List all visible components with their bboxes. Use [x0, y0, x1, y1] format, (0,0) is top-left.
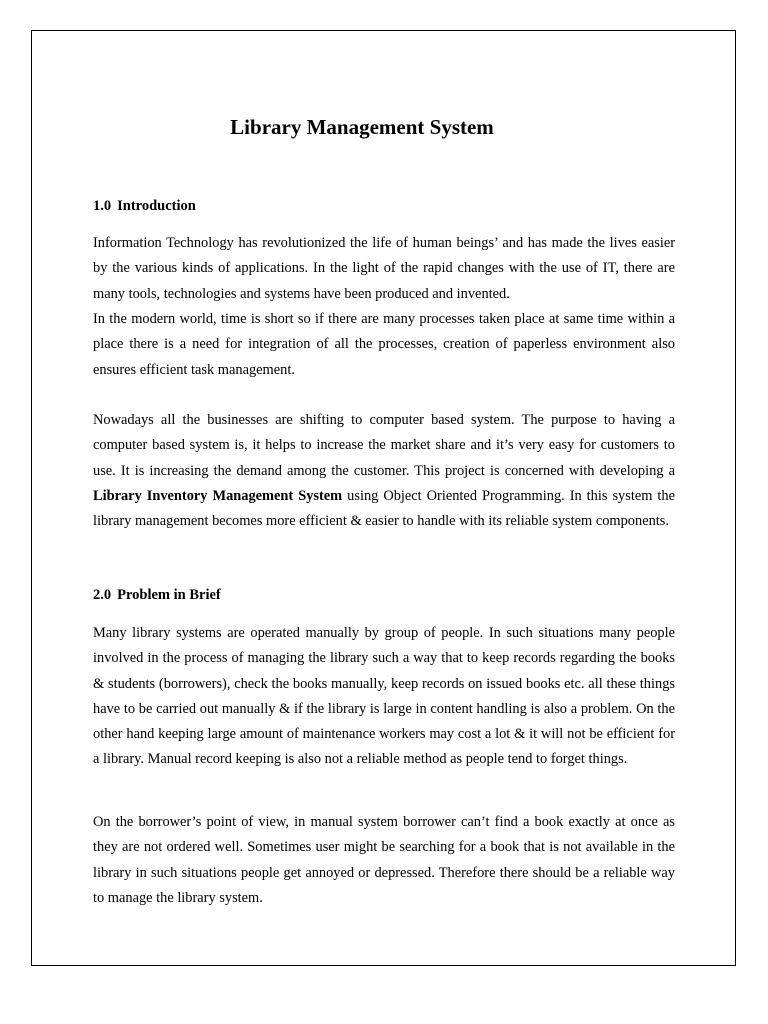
intro-paragraph-1: Information Technology has revolutionized the life of human beings’ and has made the lives easier by the various kinds of applications. In the light of the rapid changes with the use of IT, there are many tools, technologies and systems have been produced and invented.	[93, 235, 675, 302]
paragraph-text: using Object Oriented Programming. In this system the library management becomes more efficient & easier to handle with its reliable system components.	[93, 487, 675, 530]
section-heading-introduction	[93, 198, 196, 215]
section-title: Introduction	[117, 198, 196, 214]
section-heading-problem	[93, 587, 221, 604]
paragraph-text: Nowadays all the businesses are shifting to computer based system. The purpose to having a computer based system is, it helps to increase the market share and it’s very easy for customers to use. It is increasing the demand among the customer. This project is concerned with developing a	[93, 412, 675, 479]
problem-paragraph-2: On the borrower’s point of view, in manual system borrower can’t find a book exactly at once as they are not ordered well. Sometimes user might be searching for a book that is not available in the library in such situations people get annoyed or depressed. Therefore there should be a reliable way to manage the library system.	[93, 814, 675, 906]
problem-paragraph-1: Many library systems are operated manually by group of people. In such situations many people involved in the process of managing the library such a way that to keep records regarding the books & students (borrowers), check the books manually, keep records on issued books etc. all these things have to be carried out manually & if the library is large in content handling is also a problem. On the other hand keeping large amount of maintenance workers may cost a lot & it will not be efficient for a library. Manual record keeping is also not a reliable method as people tend to forget things.	[93, 625, 675, 768]
intro-paragraph-2: In the modern world, time is short so if there are many processes taken place at same time within a place there is a need for integration of all the processes, creation of paperless environment also ensures efficient task management.	[93, 311, 675, 378]
section-number: 2.0	[93, 587, 112, 603]
project-name: Library Inventory Management System	[93, 487, 343, 504]
intro-paragraph-3	[93, 408, 675, 534]
document-title: Library Management System	[230, 115, 494, 139]
section-title: Problem in Brief	[117, 587, 221, 603]
section-number: 1.0	[93, 198, 112, 214]
